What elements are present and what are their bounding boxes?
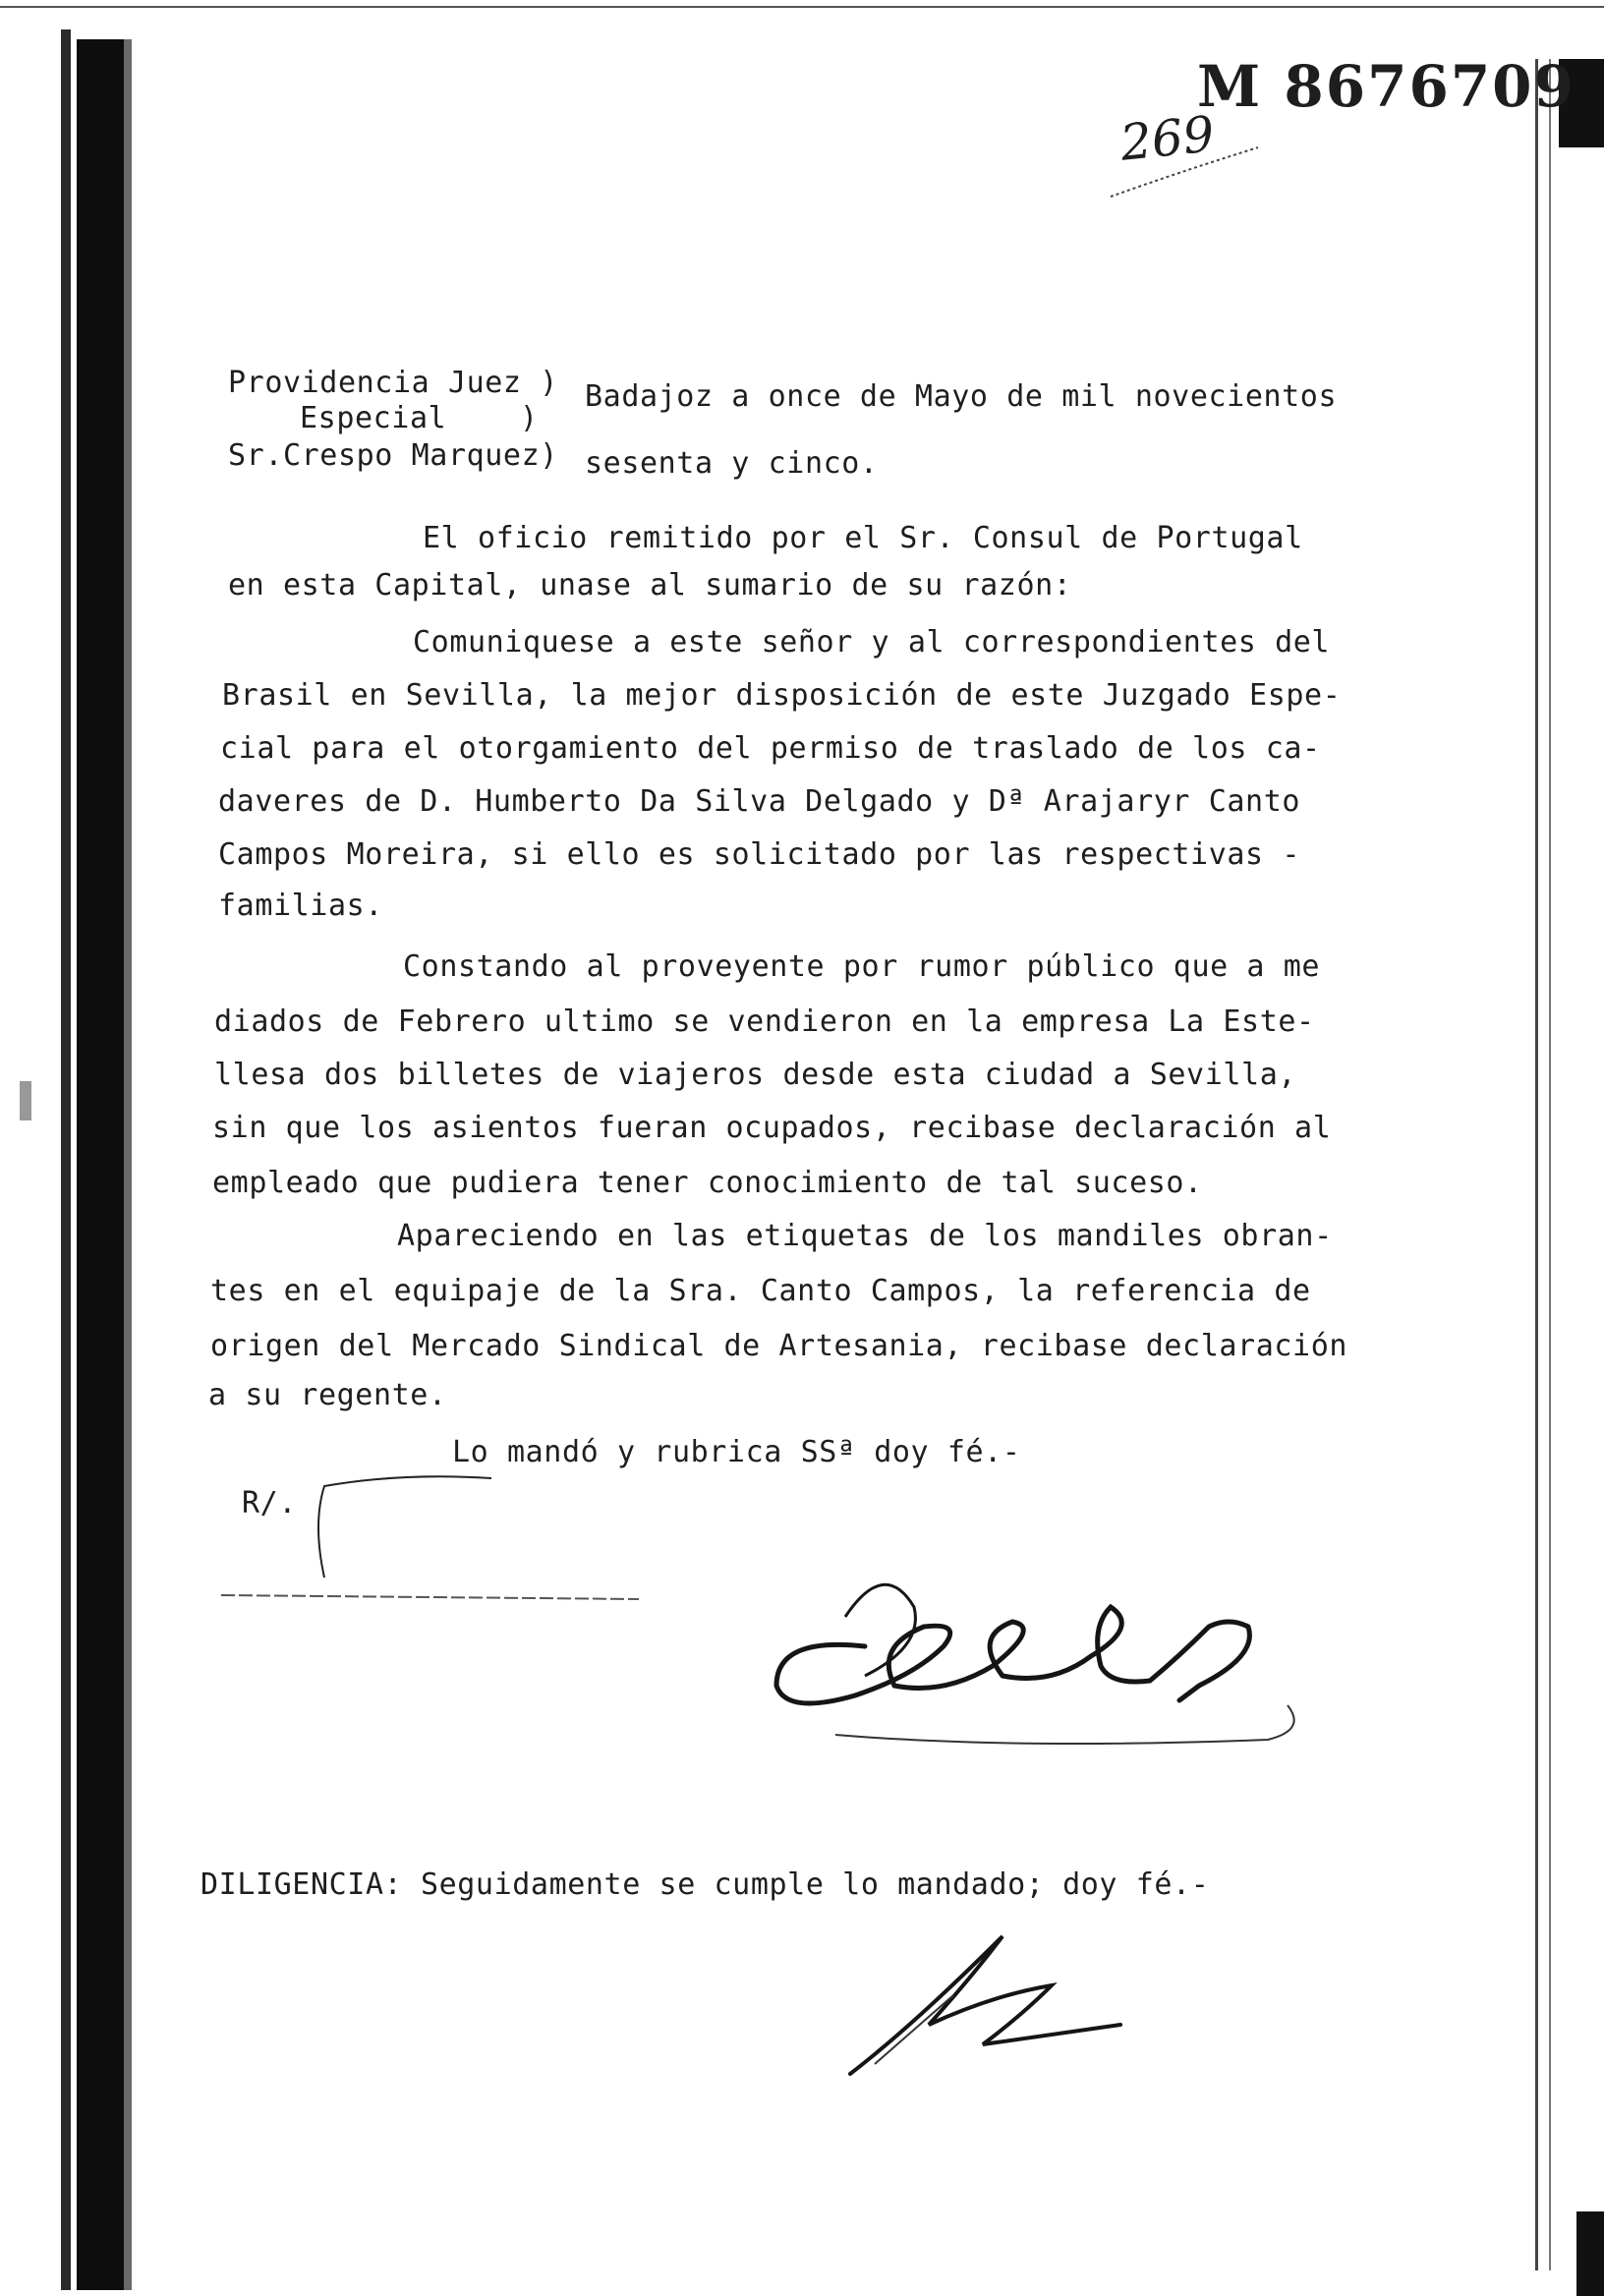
heading-left-line1: Providencia Juez ) xyxy=(228,366,558,400)
body-p4-line3: origen del Mercado Sindical de Artesania, recibase declaración xyxy=(210,1329,1348,1363)
body-p4-line4: a su regente. xyxy=(208,1378,447,1412)
archive-number: M 8676709 xyxy=(1197,53,1575,120)
body-p4-line1: Apareciendo en las etiquetas de los mandiles obran- xyxy=(397,1219,1333,1253)
scan-right-edge xyxy=(1506,0,1604,2296)
body-p1-line2: en esta Capital, unase al sumario de su razón: xyxy=(228,568,1072,603)
body-p3-line5: empleado que pudiera tener conocimiento de tal suceso. xyxy=(212,1166,1203,1200)
body-p2-line6: familias. xyxy=(218,889,383,923)
scan-left-edge xyxy=(0,0,147,2296)
scan-top-edge xyxy=(0,6,1604,8)
heading-date-line2: sesenta y cinco. xyxy=(585,446,879,481)
rubric-dash-line xyxy=(216,1587,649,1607)
heading-date-line1: Badajoz a once de Mayo de mil novecientos xyxy=(585,379,1338,414)
body-p2-line4: daveres de D. Humberto Da Silva Delgado y Dª Arajaryr Canto xyxy=(218,784,1301,819)
folio-number: 269 xyxy=(1117,105,1218,172)
body-p1-line1: El oficio remitido por el Sr. Consul de Portugal xyxy=(423,521,1303,555)
heading-left-line3: Sr.Crespo Marquez) xyxy=(228,438,558,473)
body-p2-line3: cial para el otorgamiento del permiso de traslado de los ca- xyxy=(220,731,1321,766)
body-p3-line1: Constando al proveyente por rumor público que a me xyxy=(403,949,1321,984)
rubric-stroke xyxy=(295,1464,531,1592)
body-p3-line2: diados de Febrero ultimo se vendieron en la empresa La Este- xyxy=(214,1004,1315,1039)
body-p4-line2: tes en el equipaje de la Sra. Canto Campos, la referencia de xyxy=(210,1274,1311,1308)
body-p3-line3: llesa dos billetes de viajeros desde esta ciudad a Sevilla, xyxy=(214,1058,1297,1092)
diligencia-line: DILIGENCIA: Seguidamente se cumple lo mandado; doy fé.- xyxy=(200,1867,1210,1902)
body-p3-line4: sin que los asientos fueran ocupados, recibase declaración al xyxy=(212,1111,1332,1145)
body-p2-line2: Brasil en Sevilla, la mejor disposición de este Juzgado Espe- xyxy=(222,678,1342,713)
secretary-signature xyxy=(835,1917,1150,2094)
judge-signature xyxy=(717,1568,1327,1764)
heading-left-line2: Especial ) xyxy=(300,401,539,435)
rubric-label: R/. xyxy=(242,1486,297,1521)
body-p2-line5: Campos Moreira, si ello es solicitado por las respectivas - xyxy=(218,837,1301,872)
body-p2-line1: Comuniquese a este señor y al correspondientes del xyxy=(413,625,1331,660)
folio-underline-stroke xyxy=(1101,138,1268,206)
closing-line: Lo mandó y rubrica SSª doy fé.- xyxy=(452,1435,1021,1469)
